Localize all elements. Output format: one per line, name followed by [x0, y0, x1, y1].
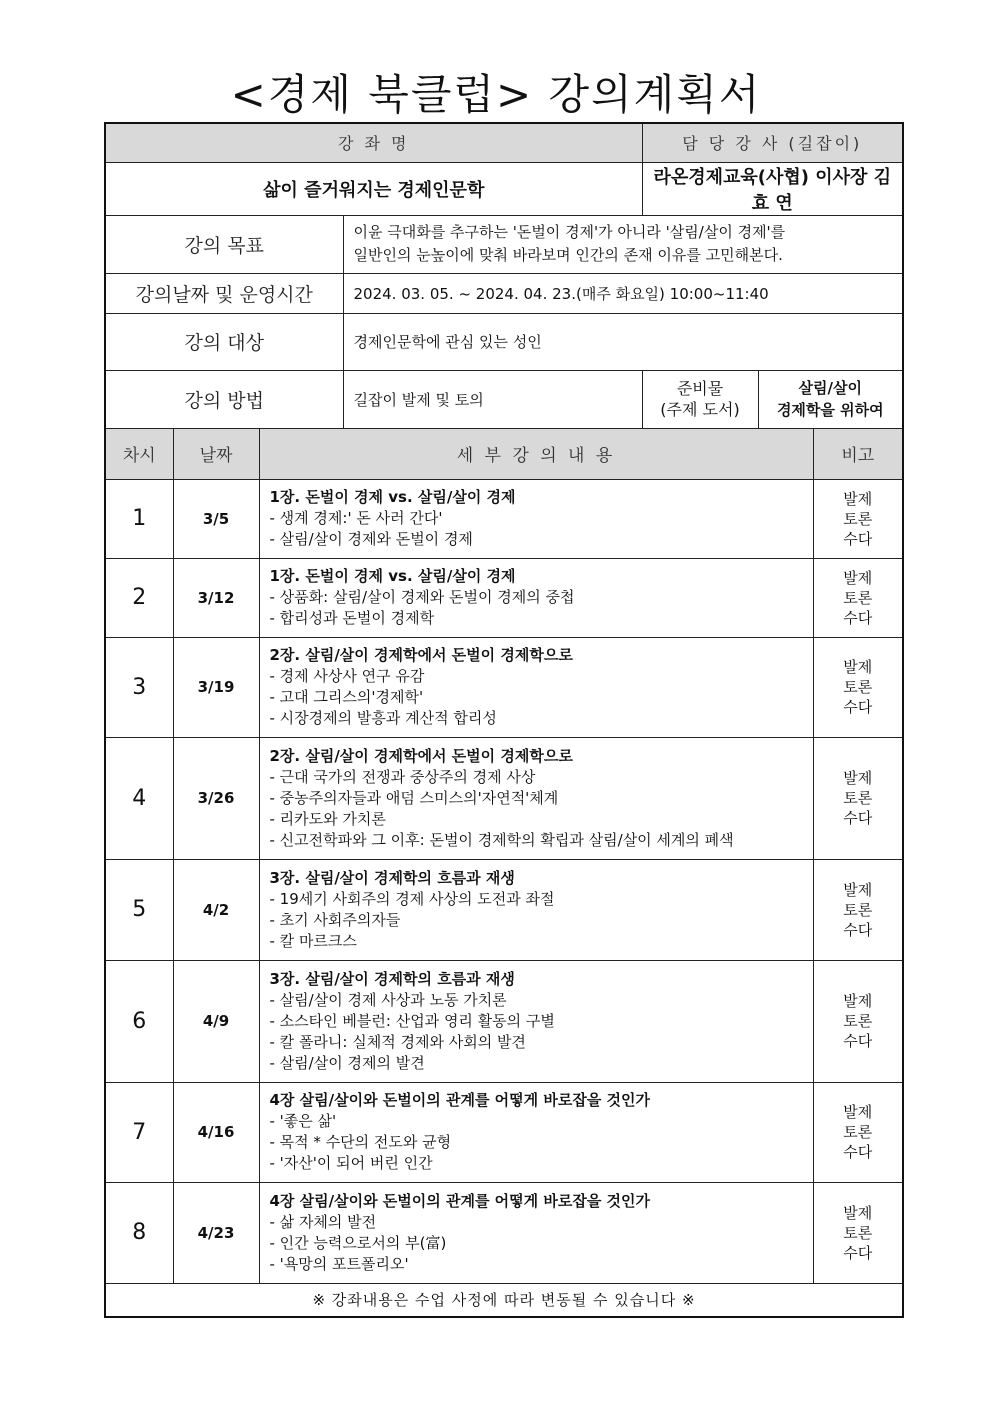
table-row — [105, 558, 903, 637]
method-value: 길잡이 발제 및 토의 — [343, 370, 642, 428]
session-item: - 칼 마르크스 — [269, 931, 357, 950]
goal-label: 강의 목표 — [105, 215, 343, 273]
session-item: - 초기 사회주의자들 — [269, 910, 401, 929]
session-note — [813, 1182, 903, 1283]
session-item: - 시장경제의 발흥과 계산적 합리성 — [269, 709, 497, 727]
session-date: 3/26 — [173, 737, 259, 859]
goal-row — [105, 215, 903, 273]
note-item: 수다 — [843, 920, 873, 939]
session-item: - '욕망의 포트폴리오' — [269, 1254, 409, 1273]
syllabus-table — [104, 122, 904, 1318]
session-rows — [105, 479, 903, 1283]
session-item: - '좋은 삶' — [269, 1112, 337, 1130]
session-content — [259, 637, 813, 737]
session-heading: 3장. 살림/살이 경제학의 흐름과 재생 — [269, 868, 515, 887]
target-row — [105, 313, 903, 370]
schedule-label: 강의날짜 및 운영시간 — [105, 273, 343, 313]
session-content — [259, 558, 813, 637]
session-item: - 인간 능력으로서의 부(富) — [269, 1233, 447, 1252]
session-number: 8 — [105, 1182, 173, 1283]
note-item: 발제 — [843, 880, 873, 899]
session-note — [813, 637, 903, 737]
course-name: 삶이 즐거워지는 경제인문학 — [105, 162, 642, 215]
page-title: <경제 북클럽> 강의계획서 — [230, 70, 762, 119]
instructor-label: 담 당 강 사 (길잡이) — [642, 123, 903, 162]
note-item: 수다 — [843, 529, 873, 548]
session-number: 2 — [105, 558, 173, 637]
session-item: - 삶 자체의 발전 — [269, 1212, 377, 1231]
prep-label — [642, 370, 758, 428]
session-number: 3 — [105, 637, 173, 737]
session-number: 1 — [105, 479, 173, 558]
prep-line-2: (주제 도서) — [660, 400, 740, 419]
session-note — [813, 479, 903, 558]
session-date: 4/2 — [173, 859, 259, 960]
table-row — [105, 960, 903, 1082]
session-content — [259, 960, 813, 1082]
session-item: - 목적 * 수단의 전도와 균형 — [269, 1133, 452, 1151]
note-item: 발제 — [843, 568, 873, 587]
note-item: 수다 — [843, 608, 873, 627]
session-note — [813, 1082, 903, 1182]
session-item: - 신고전학파와 그 이후: 돈벌이 경제학의 확립과 살림/살이 세계의 폐색 — [269, 830, 734, 849]
session-item: - 19세기 사회주의 경제 사상의 도전과 좌절 — [269, 889, 555, 908]
session-item: - 상품화: 살림/살이 경제와 돈벌이 경제의 중첩 — [269, 588, 575, 606]
table-row — [105, 637, 903, 737]
note-item: 토론 — [843, 789, 873, 807]
note-item: 수다 — [843, 809, 873, 827]
book-title — [758, 370, 903, 428]
course-label: 강 좌 명 — [105, 123, 642, 162]
schedule-value: 2024. 03. 05. ~ 2024. 04. 23.(매주 화요일) 10:00~11:40 — [343, 273, 903, 313]
course-header-row — [105, 123, 903, 162]
session-item: - 살림/살이 경제 사상과 노동 가치론 — [269, 990, 507, 1009]
date-col-header: 날짜 — [173, 428, 259, 479]
note-item: 수다 — [843, 698, 873, 716]
session-heading: 4장 살림/살이와 돈벌이의 관계를 어떻게 바로잡을 것인가 — [269, 1091, 651, 1109]
session-item: - 고대 그리스의'경제학' — [269, 688, 424, 706]
session-date: 4/16 — [173, 1082, 259, 1182]
schedule-row — [105, 273, 903, 313]
note-item: 토론 — [843, 1223, 873, 1242]
note-item: 발제 — [843, 769, 873, 787]
note-item: 토론 — [843, 678, 873, 696]
instructor-name: 라온경제교육(사협) 이사장 김 효 연 — [642, 162, 903, 215]
footer-row — [105, 1283, 903, 1317]
session-date: 4/9 — [173, 960, 259, 1082]
session-note — [813, 558, 903, 637]
session-item: - 리카도와 가치론 — [269, 809, 386, 828]
session-item: - 중농주의자들과 애덤 스미스의'자연적'체계 — [269, 788, 559, 807]
note-item: 토론 — [843, 588, 873, 607]
session-date: 3/5 — [173, 479, 259, 558]
table-row — [105, 737, 903, 859]
session-note — [813, 960, 903, 1082]
session-heading: 2장. 살림/살이 경제학에서 돈벌이 경제학으로 — [269, 746, 573, 765]
note-col-header: 비고 — [813, 428, 903, 479]
table-row — [105, 479, 903, 558]
method-label: 강의 방법 — [105, 370, 343, 428]
note-item: 발제 — [843, 1103, 873, 1121]
note-item: 수다 — [843, 1243, 873, 1262]
note-item: 발제 — [843, 489, 873, 508]
session-item: - 경제 사상사 연구 유감 — [269, 667, 425, 685]
session-number: 7 — [105, 1082, 173, 1182]
note-item: 토론 — [843, 900, 873, 919]
session-heading: 4장 살림/살이와 돈벌이의 관계를 어떻게 바로잡을 것인가 — [269, 1191, 651, 1210]
session-heading: 1장. 돈벌이 경제 vs. 살림/살이 경제 — [269, 567, 516, 585]
note-item: 발제 — [843, 658, 873, 676]
session-item: - 합리성과 돈벌이 경제학 — [269, 609, 435, 627]
course-value-row — [105, 162, 903, 215]
note-item: 수다 — [843, 1143, 873, 1161]
session-heading: 2장. 살림/살이 경제학에서 돈벌이 경제학으로 — [269, 646, 573, 664]
target-value: 경제인문학에 관심 있는 성인 — [343, 313, 903, 370]
note-item: 발제 — [843, 992, 873, 1010]
session-content — [259, 1082, 813, 1182]
session-heading: 3장. 살림/살이 경제학의 흐름과 재생 — [269, 969, 515, 988]
session-item: - 소스타인 베블런: 산업과 영리 활동의 구별 — [269, 1011, 555, 1030]
table-row — [105, 1182, 903, 1283]
prep-line-1: 준비물 — [676, 379, 724, 398]
session-note — [813, 859, 903, 960]
method-row — [105, 370, 903, 428]
session-note — [813, 737, 903, 859]
table-row — [105, 859, 903, 960]
session-item: - 근대 국가의 전쟁과 중상주의 경제 사상 — [269, 767, 536, 786]
session-date: 3/19 — [173, 637, 259, 737]
session-item: - 생계 경제:' 돈 사러 간다' — [269, 509, 443, 527]
session-number: 5 — [105, 859, 173, 960]
session-date: 4/23 — [173, 1182, 259, 1283]
session-item: - 살림/살이 경제의 발견 — [269, 1053, 425, 1072]
note-item: 발제 — [843, 1203, 873, 1222]
note-item: 토론 — [843, 509, 873, 528]
note-item: 토론 — [843, 1012, 873, 1030]
session-item: - '자산'이 되어 버린 인간 — [269, 1154, 433, 1172]
sessions-header-row — [105, 428, 903, 479]
session-date: 3/12 — [173, 558, 259, 637]
goal-line-2: 일반인의 눈높이에 맞춰 바라보며 인간의 존재 이유를 고민해본다. — [353, 246, 783, 264]
book-line-1: 살림/살이 — [798, 379, 862, 397]
session-item: - 살림/살이 경제와 돈벌이 경제 — [269, 530, 473, 548]
goal-value — [343, 215, 903, 273]
session-heading: 1장. 돈벌이 경제 vs. 살림/살이 경제 — [269, 488, 516, 506]
session-number: 6 — [105, 960, 173, 1082]
footer-note: ※ 강좌내용은 수업 사정에 따라 변동될 수 있습니다 ※ — [105, 1283, 903, 1317]
session-content — [259, 737, 813, 859]
session-item: - 칼 폴라니: 실체적 경제와 사회의 발견 — [269, 1032, 526, 1051]
note-item: 토론 — [843, 1123, 873, 1141]
table-row — [105, 1082, 903, 1182]
note-item: 수다 — [843, 1032, 873, 1050]
session-content — [259, 1182, 813, 1283]
session-number: 4 — [105, 737, 173, 859]
content-col-header: 세 부 강 의 내 용 — [259, 428, 813, 479]
session-content — [259, 859, 813, 960]
session-content — [259, 479, 813, 558]
book-line-2: 경제학을 위하여 — [776, 401, 884, 419]
target-label: 강의 대상 — [105, 313, 343, 370]
session-col-header: 차시 — [105, 428, 173, 479]
goal-line-1: 이윤 극대화를 추구하는 '돈벌이 경제'가 아니라 '살림/살이 경제'를 — [353, 223, 786, 241]
